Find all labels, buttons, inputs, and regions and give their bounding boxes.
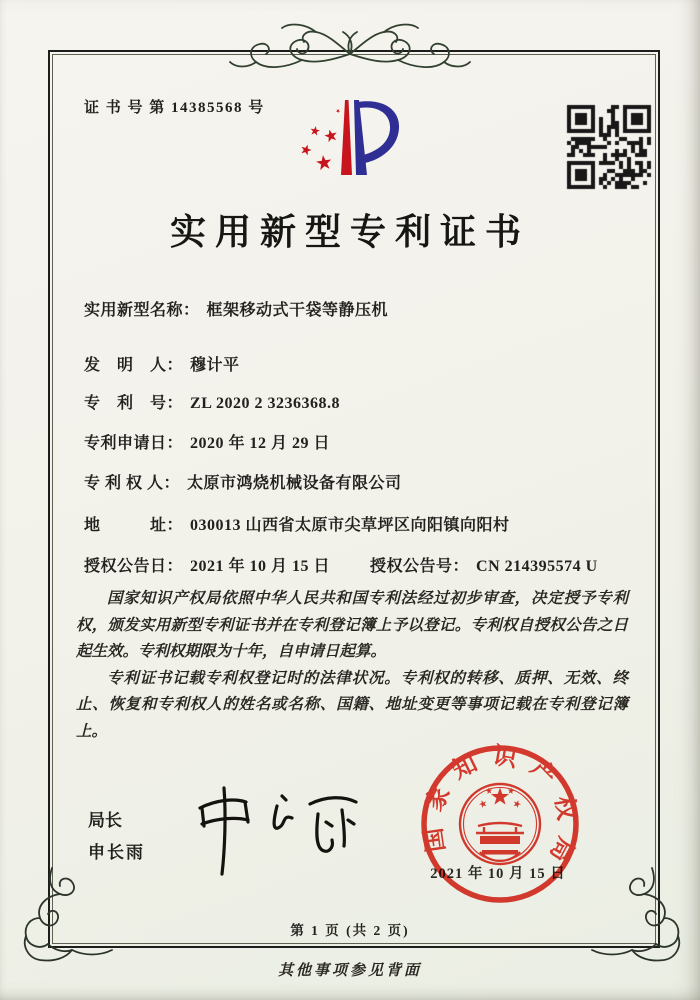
field-label: 发 明 人： bbox=[84, 357, 184, 374]
logo-stars bbox=[300, 108, 341, 170]
field-label: 实用新型名称： bbox=[84, 302, 200, 319]
qr-code bbox=[566, 104, 652, 190]
field-label: 授权公告日： bbox=[84, 558, 184, 575]
field-label: 授权公告号： bbox=[370, 558, 470, 575]
signer-name: 申长雨 bbox=[88, 843, 145, 862]
field-label: 专 利 权 人： bbox=[84, 475, 181, 492]
handwritten-signature bbox=[182, 774, 377, 879]
field-row-filing-date bbox=[84, 430, 330, 453]
field-value: ZL 2020 2 3236368.8 bbox=[190, 395, 340, 412]
seal-ring-text: 国家知识产权局 bbox=[419, 743, 581, 878]
certificate-number: 证 书 号 第 14385568 号 bbox=[84, 100, 265, 116]
legal-paragraph-2: 专利证书记载专利权登记时的法律状况。专利权的转移、质押、无效、终止、恢复和专利权人的姓名或名称、国籍、地址变更等事项记载在专利登记簿上。 bbox=[76, 669, 628, 740]
logo-blue-stem bbox=[354, 100, 367, 175]
legal-paragraph-1: 国家知识产权局依照中华人民共和国专利法经过初步审查，决定授予专利权，颁发实用新型专利证书并在专利登记簿上予以登记。专利权自授权公告之日起生效。专利权期限为十年，自申请日起算。 bbox=[76, 590, 628, 660]
field-row-patent-number bbox=[84, 390, 340, 413]
field-row-inventor bbox=[84, 352, 240, 375]
field-value: 穆计平 bbox=[190, 357, 240, 374]
field-row-grant-date bbox=[84, 553, 598, 576]
field-value: 2021 年 10 月 15 日 bbox=[190, 558, 331, 575]
legal-text-block bbox=[76, 586, 628, 745]
certificate-title: 实用新型专利证书 bbox=[169, 212, 530, 252]
field-row-address bbox=[84, 512, 510, 535]
seal-date: 2021 年 10 月 15 日 bbox=[430, 866, 566, 882]
page-number: 第 1 页 (共 2 页) bbox=[290, 923, 410, 938]
field-row-patentee bbox=[84, 470, 402, 493]
field-row-utility-model-name bbox=[84, 297, 388, 320]
field-label: 专利申请日： bbox=[84, 435, 184, 452]
field-label: 地 址： bbox=[84, 517, 184, 534]
field-label: 专 利 号： bbox=[84, 395, 184, 412]
cnipa-logo bbox=[281, 95, 421, 197]
logo-red-wedge bbox=[341, 100, 352, 175]
back-side-note: 其他事项参见背面 bbox=[277, 963, 422, 979]
field-value: 030013 山西省太原市尖草坪区向阳镇向阳村 bbox=[190, 517, 510, 534]
national-emblem-ribbon bbox=[482, 850, 518, 855]
field-value: CN 214395574 U bbox=[476, 558, 598, 575]
field-value: 2020 年 12 月 29 日 bbox=[190, 435, 331, 452]
field-value: 框架移动式干袋等静压机 bbox=[206, 302, 389, 319]
field-value: 太原市鸿烧机械设备有限公司 bbox=[187, 475, 402, 492]
cnipa-official-seal bbox=[416, 740, 584, 908]
national-emblem-gate-base bbox=[480, 836, 520, 844]
signer-title: 局长 bbox=[88, 811, 122, 830]
svg-text:国家知识产权局 bbox=[418, 742, 583, 878]
national-emblem-stars bbox=[478, 787, 522, 808]
field-grant-publication-number bbox=[370, 553, 598, 576]
